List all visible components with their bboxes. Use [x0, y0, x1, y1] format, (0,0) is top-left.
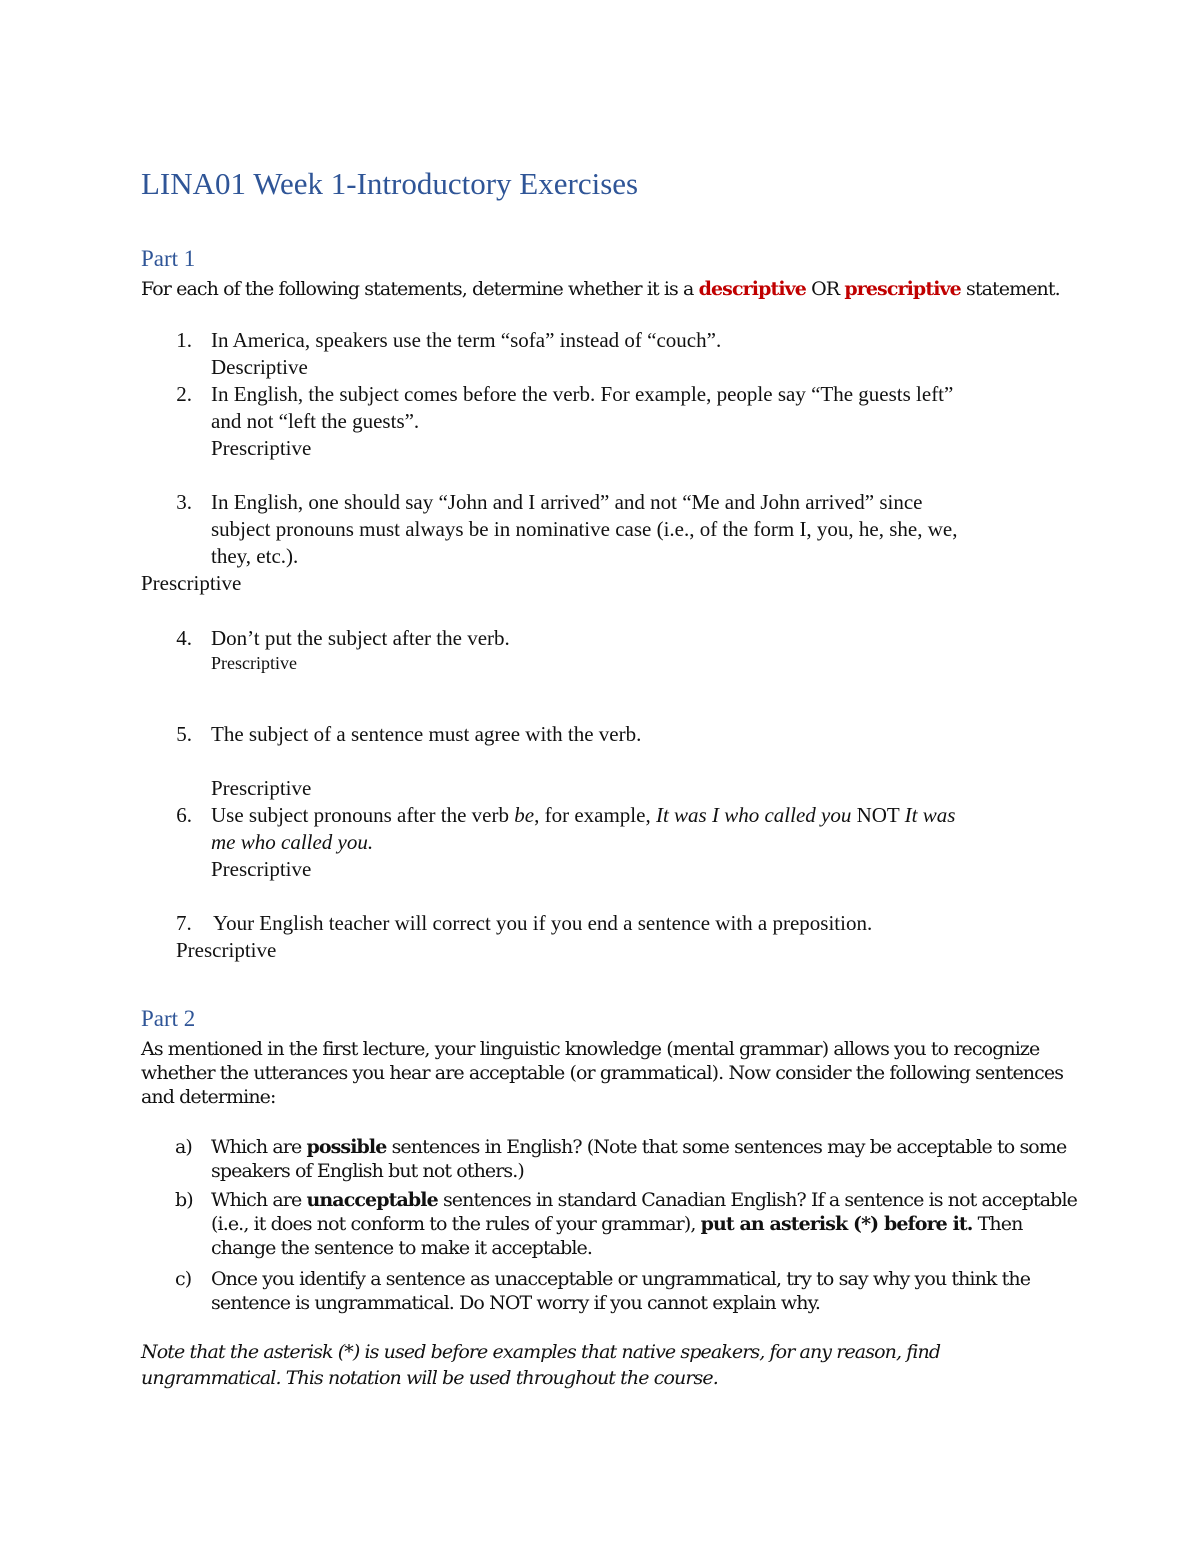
item-6-text-line-1: Use subject pronouns after the verb be, for example, It was I who called you NOT It was — [211, 803, 956, 827]
item-c-label: c) — [175, 1268, 192, 1290]
item-3-answer: Prescriptive — [141, 571, 242, 595]
item-6-number: 6. — [176, 803, 192, 827]
document-title: LINA01 Week 1-Introductory Exercises — [141, 166, 639, 201]
item-4-number: 4. — [176, 626, 192, 650]
item-b-text-line-2: (i.e., it does not conform to the rules of your grammar), put an asterisk (*) before it. Then — [211, 1213, 1023, 1235]
item-1-number: 1. — [176, 328, 192, 352]
item-5-number: 5. — [176, 722, 192, 746]
item-4-answer: Prescriptive — [211, 653, 297, 673]
item-a-text-line-2: speakers of English but not others.) — [211, 1160, 524, 1182]
item-5-text: The subject of a sentence must agree with the verb. — [211, 722, 642, 746]
item-2-answer: Prescriptive — [211, 436, 312, 460]
item-c-text-line-2: sentence is ungrammatical. Do NOT worry if you cannot explain why. — [211, 1292, 821, 1314]
item-a-label: a) — [175, 1136, 192, 1158]
part-1-heading: Part 1 — [141, 246, 196, 271]
item-3-text-line-2: subject pronouns must always be in nominative case (i.e., of the form I, you, he, she, we, — [211, 517, 958, 541]
item-4-text: Don’t put the subject after the verb. — [211, 626, 510, 650]
item-a-text-line-1: Which are possible sentences in English? (Note that some sentences may be acceptable to some — [211, 1136, 1067, 1158]
item-7-answer: Prescriptive — [176, 938, 277, 962]
item-2-number: 2. — [176, 382, 192, 406]
note-line-1: Note that the asterisk (*) is used before examples that native speakers, for any reason, find — [141, 1341, 941, 1363]
item-6-text-line-2: me who called you. — [211, 830, 374, 854]
note-line-2: ungrammatical. This notation will be used throughout the course. — [141, 1367, 718, 1389]
item-3-number: 3. — [176, 490, 192, 514]
item-b-text-line-1: Which are unacceptable sentences in standard Canadian English? If a sentence is not acceptable — [211, 1189, 1077, 1211]
item-7-number: 7. — [176, 911, 192, 935]
item-1-answer: Descriptive — [211, 355, 308, 379]
item-1-text: In America, speakers use the term “sofa” instead of “couch”. — [211, 328, 722, 352]
part-2-intro-line-1: As mentioned in the first lecture, your linguistic knowledge (mental grammar) allows you to recognize — [141, 1038, 1040, 1060]
part-2-intro-line-2: whether the utterances you hear are acceptable (or grammatical). Now consider the following sentences — [141, 1062, 1064, 1084]
item-6-answer: Prescriptive — [211, 857, 312, 881]
part-2-heading: Part 2 — [141, 1006, 196, 1031]
item-b-label: b) — [175, 1189, 193, 1211]
part-2-intro-line-3: and determine: — [141, 1086, 276, 1108]
item-3-text-line-1: In English, one should say “John and I arrived” and not “Me and John arrived” since — [211, 490, 923, 514]
item-b-text-line-3: change the sentence to make it acceptable. — [211, 1237, 593, 1259]
item-7-text: Your English teacher will correct you if you end a sentence with a preposition. — [213, 911, 873, 935]
item-2-text-line-2: and not “left the guests”. — [211, 409, 420, 433]
item-5-answer: Prescriptive — [211, 776, 312, 800]
part-1-instruction: For each of the following statements, determine whether it is a descriptive OR prescriptive statement. — [141, 278, 1060, 300]
item-2-text-line-1: In English, the subject comes before the verb. For example, people say “The guests left” — [211, 382, 954, 406]
item-3-text-line-3: they, etc.). — [211, 544, 299, 568]
item-c-text-line-1: Once you identify a sentence as unacceptable or ungrammatical, try to say why you think the — [211, 1268, 1031, 1290]
